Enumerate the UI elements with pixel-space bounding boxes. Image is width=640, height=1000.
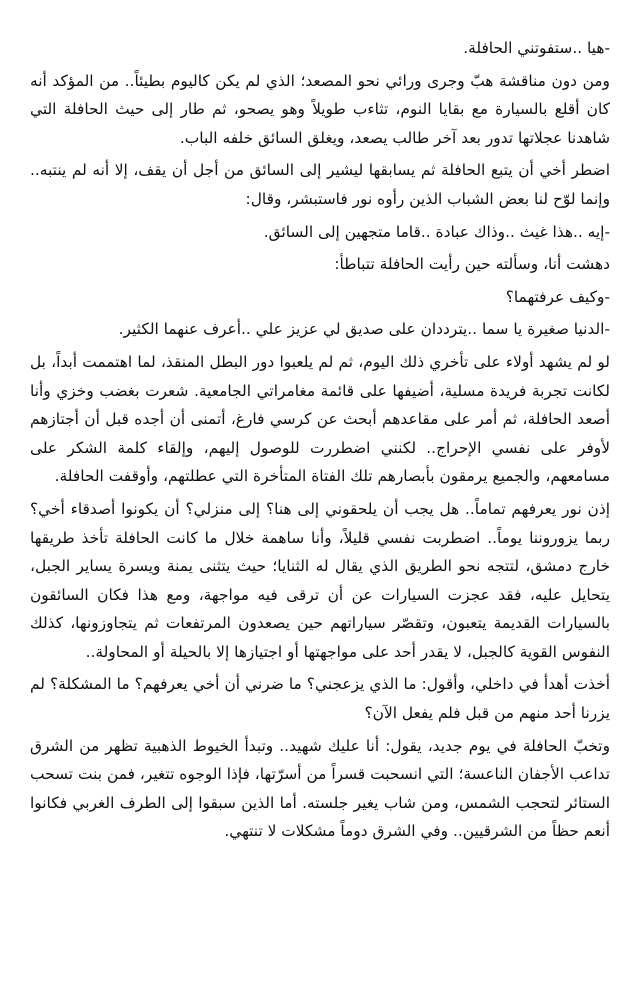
paragraph-5: دهشت أنا، وسألته حين رأيت الحافلة تتباطأ: xyxy=(334,255,610,274)
paragraph-1: -هيا ..ستفوتني الحافلة. xyxy=(463,39,610,57)
paragraph-4: -إيه ..هذا غيث ..وذاك عبادة ..قاما متجهين إلى السائق. xyxy=(263,222,610,241)
paragraph-8: لو لم يشهد أولاء على تأخري ذلك اليوم، ثم لم يلعبوا دور البطل المنقذ، لما اهتممت أبداً، بل لكانت تجربة فريدة مسلية، أضيفها على قائمة مغامراتي الجامعية. شعرت بغضب وخزي وأنا أصعد الحافلة، ثم أمر على مقاعدهم أبحث عن كرسي فارغ، أتمنى أن أجده قبل أن أجتازهم لأوفر على نفسي الإحراج.. لكنني اضطررت للوصول إليهم، وإلقاء كلمة الشكر على مسامعهم، والجميع يرمقون بأبصارهم تلك الفتاة المتأخرة التي عطلتهم، وأوقفت الحافلة. xyxy=(30,352,610,486)
paragraph-7: -الدنيا صغيرة يا سما ..يترددان على صديق لي عزيز علي ..أعرف عنهما الكثير. xyxy=(118,320,610,339)
paragraph-6: -وكيف عرفتهما؟ xyxy=(505,287,610,306)
paragraph-3: اضطر أخي أن يتبع الحافلة ثم يسابقها ليشير إلى السائق من أجل أن يقف، إلا أنه لم ينتبه.. وإنما لوّح لنا بعض الشباب الذين رأوه نور فاستبشر، وقال: xyxy=(30,161,610,208)
paragraph-10: أخذت أهدأ في داخلي، وأقول: ما الذي يزعجني؟ ما ضرني أن أخي يعرفهم؟ ما المشكلة؟ لم يزرنا أحد منهم من قبل فلم يفعل الآن؟ xyxy=(30,675,610,723)
paragraph-2: ومن دون مناقشة هبّ وجرى ورائي نحو المصعد؛ الذي لم يكن كاليوم بطيئاً.. من المؤكد أنه كان أقلع بالسيارة مع بقايا النوم، تثاءب طويلاً وهو يصحو، ثم طار إلى حيث الحافلة التي شاهدنا عجلاتها تدور بعد آخر طالب يصعد، ويغلق السائق خلفه الباب. xyxy=(30,71,610,147)
paragraph-11: وتخبّ الحافلة في يوم جديد، يقول: أنا عليك شهيد.. وتبدأ الخيوط الذهبية تظهر من الشرق تداعب الأجفان الناعسة؛ التي انسحبت قسراً من أسرّتها، فإذا الوجوه تتغير، فمن بنت تسحب الستائر لتحجب الشمس، ومن شاب يغير جلسته. أما الذين سبقوا إلى الطرف الغربي فكانوا أنعم حظاً من الشرقيين.. وفي الشرق دوماً مشكلات لا تنتهي. xyxy=(30,736,610,841)
paragraph-9: إذن نور يعرفهم تماماً.. هل يجب أن يلحقوني إلى هنا؟ إلى منزلي؟ أن يكونوا أصدقاء أخي؟ ربما يزوروننا يوماً.. اضطربت نفسي قليلاً، وأنا ساهمة خلال ما كانت الحافلة تأخذ طريقها خارج دمشق، لتتجه نحو الطريق الذي يقال له الثنايا؛ حيث يتثنى يمنة ويسرة يساير الجبل، يتحايل عليه، فقد عجزت السيارات عن أن ترقى فيه مواجهة، ومع هذا فكان السائقون بالسيارات القديمة يتعبون، وتقصّر سياراتهم حين يصعدون المرتفعات ثم يتجاوزونها، كذلك النفوس القوية كالجبل، لا يقدر أحد على مواجهتها أو اجتيازها إلا بالحيلة أو المحاولة.. xyxy=(30,499,610,661)
